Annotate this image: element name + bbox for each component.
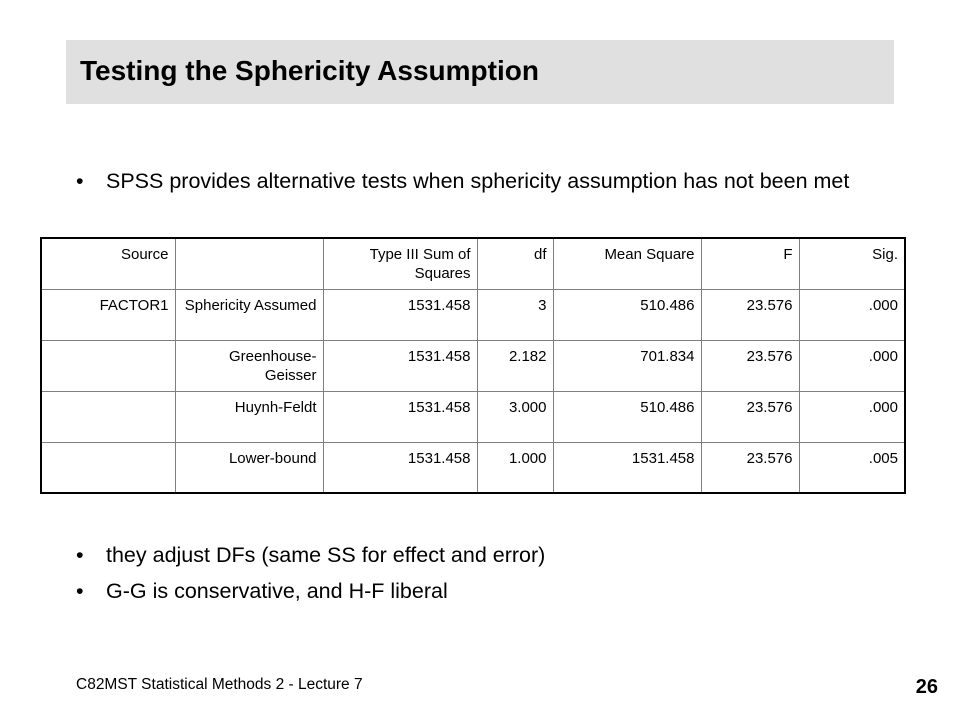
table-cell: 1531.458 <box>323 340 477 391</box>
table-cell: 23.576 <box>701 442 799 493</box>
table-cell: 3.000 <box>477 391 553 442</box>
table-cell: 1531.458 <box>323 391 477 442</box>
outro-bullet-list <box>76 542 876 614</box>
table-cell: 1.000 <box>477 442 553 493</box>
table-cell: FACTOR1 <box>41 289 175 340</box>
table-cell: 23.576 <box>701 289 799 340</box>
table-cell: .005 <box>799 442 905 493</box>
title-bar <box>66 40 894 104</box>
anova-table <box>40 237 906 494</box>
bullet-dot-icon: • <box>76 579 84 603</box>
bullet-dot-icon: • <box>76 169 84 193</box>
table-cell: 1531.458 <box>323 442 477 493</box>
table-row <box>41 289 905 340</box>
table-cell <box>41 340 175 391</box>
table-row <box>41 340 905 391</box>
table-cell: .000 <box>799 340 905 391</box>
header-cell: F <box>701 238 799 289</box>
page-number: 26 <box>915 676 938 698</box>
bullet-text: SPSS provides alternative tests when sphericity assumption has not been met <box>106 169 850 193</box>
intro-bullet-list <box>76 168 876 194</box>
table-cell: Lower-bound <box>175 442 323 493</box>
bullet-item <box>76 542 876 568</box>
table-cell: 2.182 <box>477 340 553 391</box>
bullet-item <box>76 168 876 194</box>
table-row <box>41 442 905 493</box>
table-cell: 510.486 <box>553 289 701 340</box>
table-header-row <box>41 238 905 289</box>
table-cell: 1531.458 <box>553 442 701 493</box>
table-cell: .000 <box>799 391 905 442</box>
table-cell: 701.834 <box>553 340 701 391</box>
table-cell: 23.576 <box>701 340 799 391</box>
header-cell <box>175 238 323 289</box>
table-cell: Greenhouse-Geisser <box>175 340 323 391</box>
table-cell: Sphericity Assumed <box>175 289 323 340</box>
header-cell: Source <box>41 238 175 289</box>
footer-course-label: C82MST Statistical Methods 2 - Lecture 7 <box>76 676 363 693</box>
bullet-text: they adjust DFs (same SS for effect and error) <box>106 543 546 567</box>
table-cell <box>41 442 175 493</box>
table-cell: .000 <box>799 289 905 340</box>
bullet-text: G-G is conservative, and H-F liberal <box>106 579 448 603</box>
table-cell: 510.486 <box>553 391 701 442</box>
bullet-item <box>76 578 876 604</box>
table-cell: 3 <box>477 289 553 340</box>
header-cell: Sig. <box>799 238 905 289</box>
table-row <box>41 391 905 442</box>
slide-title: Testing the Sphericity Assumption <box>80 55 539 86</box>
table-cell: Huynh-Feldt <box>175 391 323 442</box>
header-cell: Mean Square <box>553 238 701 289</box>
table-cell: 23.576 <box>701 391 799 442</box>
table-cell <box>41 391 175 442</box>
table-cell: 1531.458 <box>323 289 477 340</box>
bullet-dot-icon: • <box>76 543 84 567</box>
header-cell: df <box>477 238 553 289</box>
header-cell: Type III Sum of Squares <box>323 238 477 289</box>
